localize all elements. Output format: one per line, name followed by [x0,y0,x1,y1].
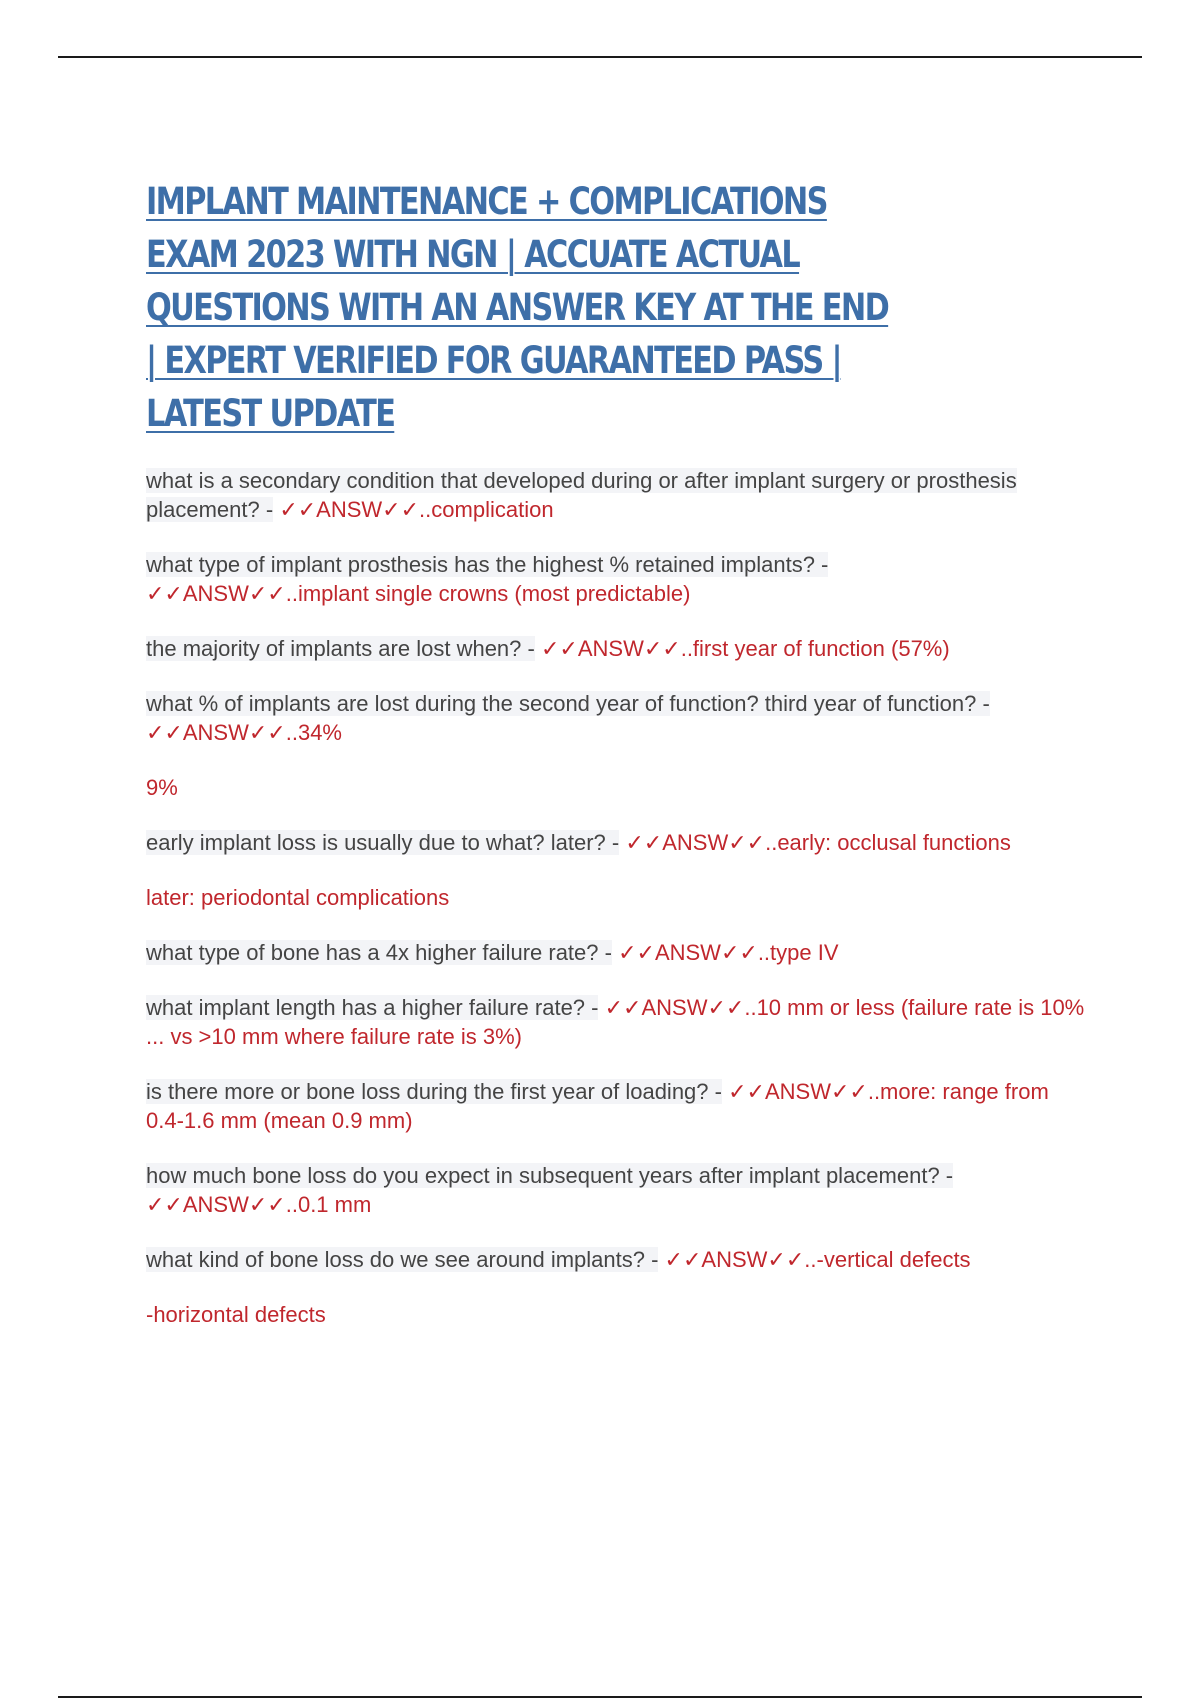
answer-text: ✓✓ANSW✓✓..0.1 mm [146,1192,372,1217]
answer-text: ✓✓ANSW✓✓..type IV [618,940,839,965]
qa-item [146,1245,1086,1274]
answer-text: ✓✓ANSW✓✓..-vertical defects [664,1247,971,1272]
question-text: how much bone loss do you expect in subsequent years after implant placement? - [146,1163,954,1188]
qa-item [146,993,1086,1051]
answer-text: ✓✓ANSW✓✓..10 mm or less (failure rate is 10% ... vs >10 mm where failure rate is 3%) [146,995,1085,1049]
qa-item [146,634,1086,663]
answer-text: ✓✓ANSW✓✓..implant single crowns (most predictable) [146,581,691,606]
qa-list [146,466,1086,1355]
answer-text: ✓✓ANSW✓✓..34% [146,720,342,745]
answer-text: ✓✓ANSW✓✓..early: occlusal functions [625,830,1011,855]
answer-continuation: -horizontal defects [146,1302,326,1327]
question-text: what type of implant prosthesis has the highest % retained implants? - [146,552,829,577]
qa-item [146,550,1086,608]
question-text: what implant length has a higher failure rate? - [146,995,599,1020]
qa-item [146,938,1086,967]
answer-continuation: later: periodontal complications [146,885,450,910]
question-text: what kind of bone loss do we see around implants? - [146,1247,659,1272]
question-text: what % of implants are lost during the second year of function? third year of function? - [146,691,990,716]
qa-item [146,689,1086,747]
answer-text: ✓✓ANSW✓✓..first year of function (57%) [540,636,950,661]
answer-text: ✓✓ANSW✓✓..complication [279,497,554,522]
answer-text: ✓✓ANSW✓✓..more: range from 0.4-1.6 mm (mean 0.9 mm) [146,1079,1049,1133]
question-text: is there more or bone loss during the first year of loading? - [146,1079,722,1104]
qa-item [146,1161,1086,1219]
qa-item [146,828,1086,857]
question-text: what type of bone has a 4x higher failure rate? - [146,940,612,965]
document-title [146,175,900,440]
question-text: early implant loss is usually due to what? later? - [146,830,620,855]
top-rule [58,56,1142,58]
qa-item [146,466,1086,524]
document-title-text: IMPLANT MAINTENANCE + COMPLICATIONS EXAM 2023 WITH NGN | ACCUATE ACTUAL QUESTIONS WITH AN ANSWER KEY AT THE END | EXPERT VERIFIED FOR GUARANTEED PASS | LATEST UPDATE [146,180,889,435]
qa-item [146,1077,1086,1135]
bottom-rule [58,1696,1142,1698]
question-text: the majority of implants are lost when? - [146,636,535,661]
question-text: what is a secondary condition that developed during or after implant surgery or prosthesis placement? - [146,468,1017,522]
answer-continuation: 9% [146,775,178,800]
